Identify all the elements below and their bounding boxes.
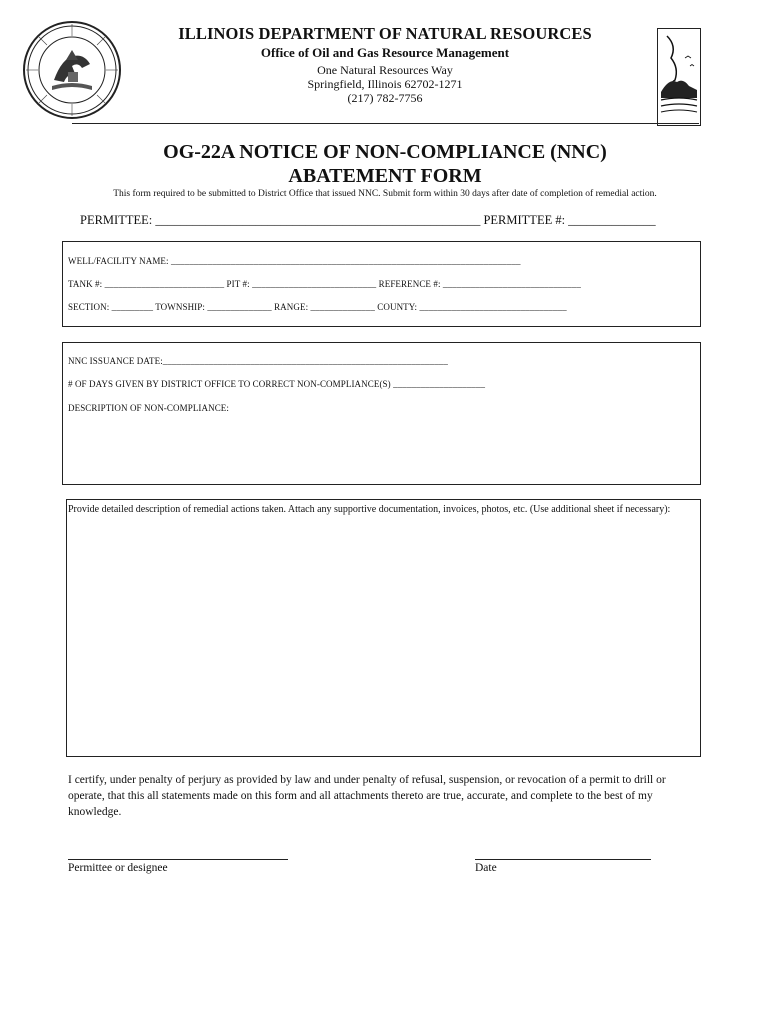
address-street: One Natural Resources Way [317, 63, 453, 77]
days-given-field[interactable]: # OF DAYS GIVEN BY DISTRICT OFFICE TO CORRECT NON-COMPLIANCE(S) ____________________ [68, 379, 486, 389]
location-fields[interactable]: SECTION: _________ TOWNSHIP: ______________ RANGE: ______________ COUNTY: ________________________________ [68, 302, 567, 312]
idnr-landscape-logo-icon [657, 28, 701, 126]
certification-statement: I certify, under penalty of perjury as provided by law and under penalty of refusal, suspension, or revocation of a permit to drill or operate, that this all statements made on this form and all attachments thereto are true, accurate, and complete to the best of my knowledge. [68, 774, 666, 818]
form-subtitle: ABATEMENT FORM [288, 165, 482, 187]
nnc-issuance-date-field[interactable]: NNC ISSUANCE DATE:______________________________________________________________ [68, 356, 449, 366]
agency-name: ILLINOIS DEPARTMENT OF NATURAL RESOURCES [178, 24, 592, 43]
remedial-actions-prompt: Provide detailed description of remedial actions taken. Attach any supportive documentation, invoices, photos, etc. (Use additional sheet if necessary): [68, 504, 671, 515]
phone-number: (217) 782-7756 [347, 91, 423, 105]
tank-pit-reference-fields[interactable]: TANK #: __________________________ PIT #: ___________________________ REFERENCE #: ______________________________ [68, 279, 581, 289]
address-city: Springfield, Illinois 62702-1271 [307, 77, 463, 91]
date-signature-line[interactable] [475, 859, 651, 860]
permittee-signature-label: Permittee or designee [68, 862, 168, 874]
header-divider [72, 123, 699, 124]
date-label: Date [475, 862, 497, 874]
form-instructions: This form required to be submitted to District Office that issued NNC. Submit form within 30 days after date of completion of remedial action. [113, 189, 657, 199]
permittee-field[interactable]: PERMITTEE: ____________________________________________________ PERMITTEE #: ______________ [80, 213, 656, 227]
description-label: DESCRIPTION OF NON-COMPLIANCE: [68, 403, 230, 413]
office-name: Office of Oil and Gas Resource Management [260, 45, 510, 60]
state-seal-icon [22, 20, 122, 120]
well-facility-name-field[interactable]: WELL/FACILITY NAME: ____________________________________________________________________________ [68, 256, 521, 266]
form-title: OG-22A NOTICE OF NON-COMPLIANCE (NNC) [163, 141, 607, 163]
permittee-signature-line[interactable] [68, 859, 288, 860]
remedial-actions-textarea[interactable] [66, 499, 701, 757]
